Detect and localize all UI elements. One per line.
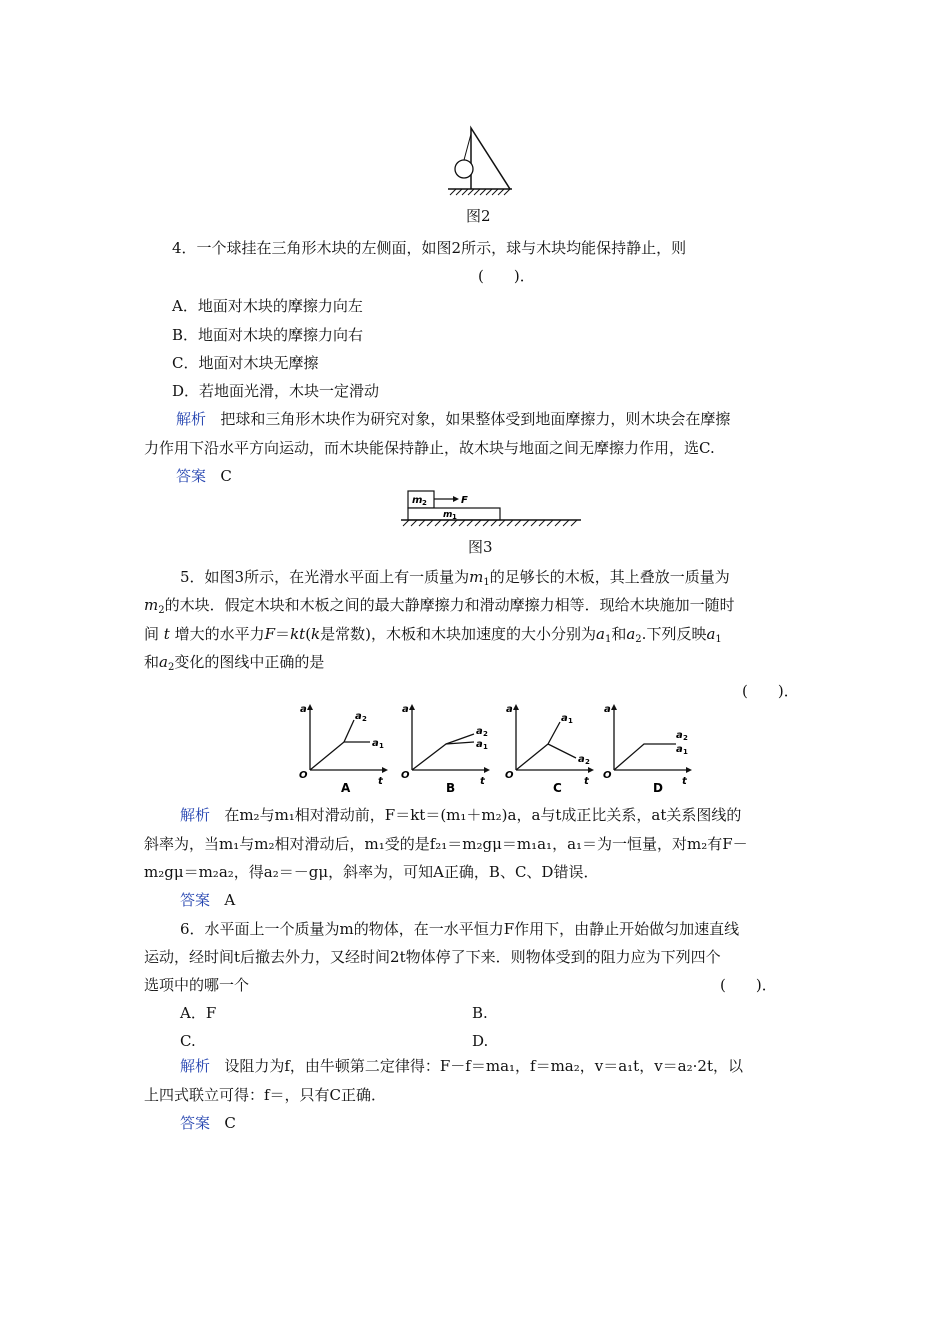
q6-stem-line-1: 6．水平面上一个质量为m的物体，在一水平恒力F作用下，由静止开始做匀加速直线	[180, 920, 740, 938]
graph-option-label: A	[341, 781, 351, 795]
q5-text: 变化的图线中正确的是	[174, 653, 325, 671]
q5-analysis-line-2: 斜率为，当m₁与m₂相对滑动后，m₁受的是f₂₁＝m₂gμ＝m₁a₁，a₁＝为一恒量，对m₂有F－	[144, 835, 748, 853]
q6-analysis-text-1: 设阻力为f，由牛顿第二定律得：F－f＝ma₁，f＝ma₂，v＝a₁t，v＝a₂·2t，以	[224, 1057, 743, 1075]
q4-answer-label: 答案	[176, 467, 207, 485]
graph-lower-label: a	[578, 754, 585, 765]
fig3-m1-label: m	[443, 510, 453, 520]
graph-lower-sub: 2	[585, 758, 590, 766]
q5-stem-line-4	[144, 652, 324, 678]
q6-stem-line-2: 运动，经时间t后撤去外力，又经时间2t物体停了下来．则物体受到的阻力应为下列四个	[144, 948, 721, 966]
q5-graph-d	[600, 702, 695, 797]
graph-option-label: D	[653, 781, 663, 795]
q6-answer-paren: ( )．	[720, 976, 777, 994]
graph-y-label: a	[604, 704, 611, 715]
figure-2-ball-on-wedge	[438, 120, 518, 200]
q5-sub: 2	[158, 605, 165, 616]
q6-option-c: C.	[180, 1032, 196, 1050]
q5-text: 和	[144, 653, 160, 671]
q4-answer-line	[176, 466, 232, 486]
q5-var: F	[264, 625, 276, 643]
q5-text: .下列反映	[641, 625, 707, 643]
graph-option-label: C	[553, 781, 562, 795]
graph-lower-label: a	[476, 739, 483, 750]
graph-origin: O	[505, 770, 514, 781]
q5-answer-paren: ( )．	[742, 682, 799, 700]
q5-analysis-text-1: 在m₂与m₁相对滑动前，F＝kt＝(m₁＋m₂)a，a与t成正比关系，at关系图线的	[224, 806, 742, 824]
q5-var: a	[706, 625, 716, 643]
graph-upper-label: a	[476, 726, 483, 737]
q4-option-a: A．地面对木块的摩擦力向左	[172, 297, 363, 315]
q5-analysis-line-1	[180, 805, 741, 825]
q5-answer-line	[180, 890, 235, 910]
graph-y-label: a	[402, 704, 409, 715]
q5-stem-line-1	[180, 567, 730, 593]
q6-analysis-label: 解析	[180, 1057, 211, 1075]
q5-text: 的木块．假定木块和木板之间的最大静摩擦力和滑动摩擦力相等．现给木块施加一随时	[164, 596, 735, 614]
graph-y-label: a	[300, 704, 307, 715]
q5-text: 和	[611, 625, 627, 643]
q6-analysis-line-2: 上四式联立可得：f＝，只有C正确．	[144, 1086, 387, 1104]
fig3-m1-sub: 1	[452, 513, 457, 521]
q5-sub: 2	[167, 662, 175, 673]
graph-upper-sub: 2	[483, 730, 488, 738]
graph-upper-sub: 1	[568, 717, 573, 725]
figure-3-caption: 图3	[468, 538, 493, 556]
q6-answer-label: 答案	[180, 1114, 211, 1132]
graph-upper-sub: 2	[683, 734, 688, 742]
graph-x-label: t	[480, 776, 485, 787]
q5-text: 间	[144, 625, 160, 643]
q4-answer-value: C	[220, 467, 232, 485]
graph-lower-label: a	[676, 744, 683, 755]
graph-upper-sub: 2	[362, 715, 367, 723]
graph-upper-label: a	[355, 711, 362, 722]
q6-analysis-line-1	[180, 1056, 743, 1076]
q4-option-c: C．地面对木块无摩擦	[172, 354, 319, 372]
q5-stem-line-2	[144, 595, 735, 621]
q5-text: 5．如图3所示，在光滑水平面上有一质量为	[180, 568, 470, 586]
q5-sub: 2	[635, 634, 642, 645]
graph-option-label: B	[446, 781, 456, 795]
graph-x-label: t	[584, 776, 589, 787]
q5-graph-c	[502, 702, 597, 797]
graph-x-label: t	[682, 776, 687, 787]
q6-answer-value: C	[224, 1114, 236, 1132]
fig3-m2-label: m	[412, 495, 423, 506]
q5-text: ＝	[275, 625, 291, 643]
q5-var: m	[144, 596, 159, 614]
q4-option-d: D．若地面光滑，木块一定滑动	[172, 382, 380, 400]
q4-answer-paren: ( )．	[478, 267, 535, 285]
q5-var: m	[469, 568, 484, 586]
graph-origin: O	[299, 770, 308, 781]
q5-graph-a	[296, 702, 391, 797]
q6-answer-line	[180, 1113, 236, 1133]
q4-stem: 4．一个球挂在三角形木块的左侧面，如图2所示，球与木块均能保持静止，则	[172, 239, 687, 257]
q5-sub: 1	[715, 634, 722, 645]
q5-sub: 1	[604, 634, 612, 645]
graph-x-label: t	[378, 776, 383, 787]
q6-option-b: B.	[472, 1004, 488, 1022]
q5-graph-b	[398, 702, 493, 797]
q5-answer-label: 答案	[180, 891, 211, 909]
graph-origin: O	[401, 770, 410, 781]
graph-lower-label: a	[372, 738, 379, 749]
graph-lower-sub: 1	[379, 742, 384, 750]
q5-text: 增大的水平力	[174, 625, 265, 643]
q5-analysis-line-3: m₂gμ＝m₂a₂，得a₂＝－gμ，斜率为，可知A正确，B、C、D错误．	[144, 863, 599, 881]
q5-var: a	[596, 625, 605, 643]
q4-analysis-label: 解析	[176, 410, 207, 428]
fig3-force-label: F	[461, 495, 468, 506]
graph-upper-label: a	[561, 713, 568, 724]
q5-var: t	[163, 625, 170, 643]
q5-var: kt	[290, 625, 306, 643]
figure-2-caption: 图2	[466, 207, 491, 225]
graph-upper-label: a	[676, 730, 683, 741]
figure-3-stacked-blocks	[393, 486, 588, 530]
q5-sub: 1	[483, 577, 490, 588]
q6-option-a: A．F	[180, 1004, 217, 1022]
q5-text: 是常数)，木板和木块加速度的大小分别为	[320, 625, 596, 643]
q4-analysis-line-2: 力作用下沿水平方向运动，而木块能保持静止，故木块与地面之间无摩擦力作用，选C.	[144, 439, 715, 457]
graph-origin: O	[603, 770, 612, 781]
q4-analysis-line-1	[176, 409, 730, 429]
q4-option-b: B．地面对木块的摩擦力向右	[172, 326, 364, 344]
q5-var: k	[311, 625, 321, 643]
q6-option-d: D.	[472, 1032, 489, 1050]
graph-lower-sub: 1	[683, 748, 688, 756]
q5-text: 的足够长的木板，其上叠放一质量为	[489, 568, 730, 586]
q5-text: (	[305, 625, 312, 643]
q6-stem-line-3: 选项中的哪一个	[144, 976, 250, 994]
q5-analysis-label: 解析	[180, 806, 211, 824]
graph-y-label: a	[506, 704, 513, 715]
q5-stem-line-3	[144, 624, 722, 650]
q5-var: a	[159, 653, 168, 671]
graph-lower-sub: 1	[483, 743, 488, 751]
q5-var: a	[626, 625, 636, 643]
q5-answer-value: A	[224, 891, 236, 909]
fig3-m2-sub: 2	[422, 499, 427, 507]
q4-analysis-text-1: 把球和三角形木块作为研究对象，如果整体受到地面摩擦力，则木块会在摩擦	[220, 410, 731, 428]
